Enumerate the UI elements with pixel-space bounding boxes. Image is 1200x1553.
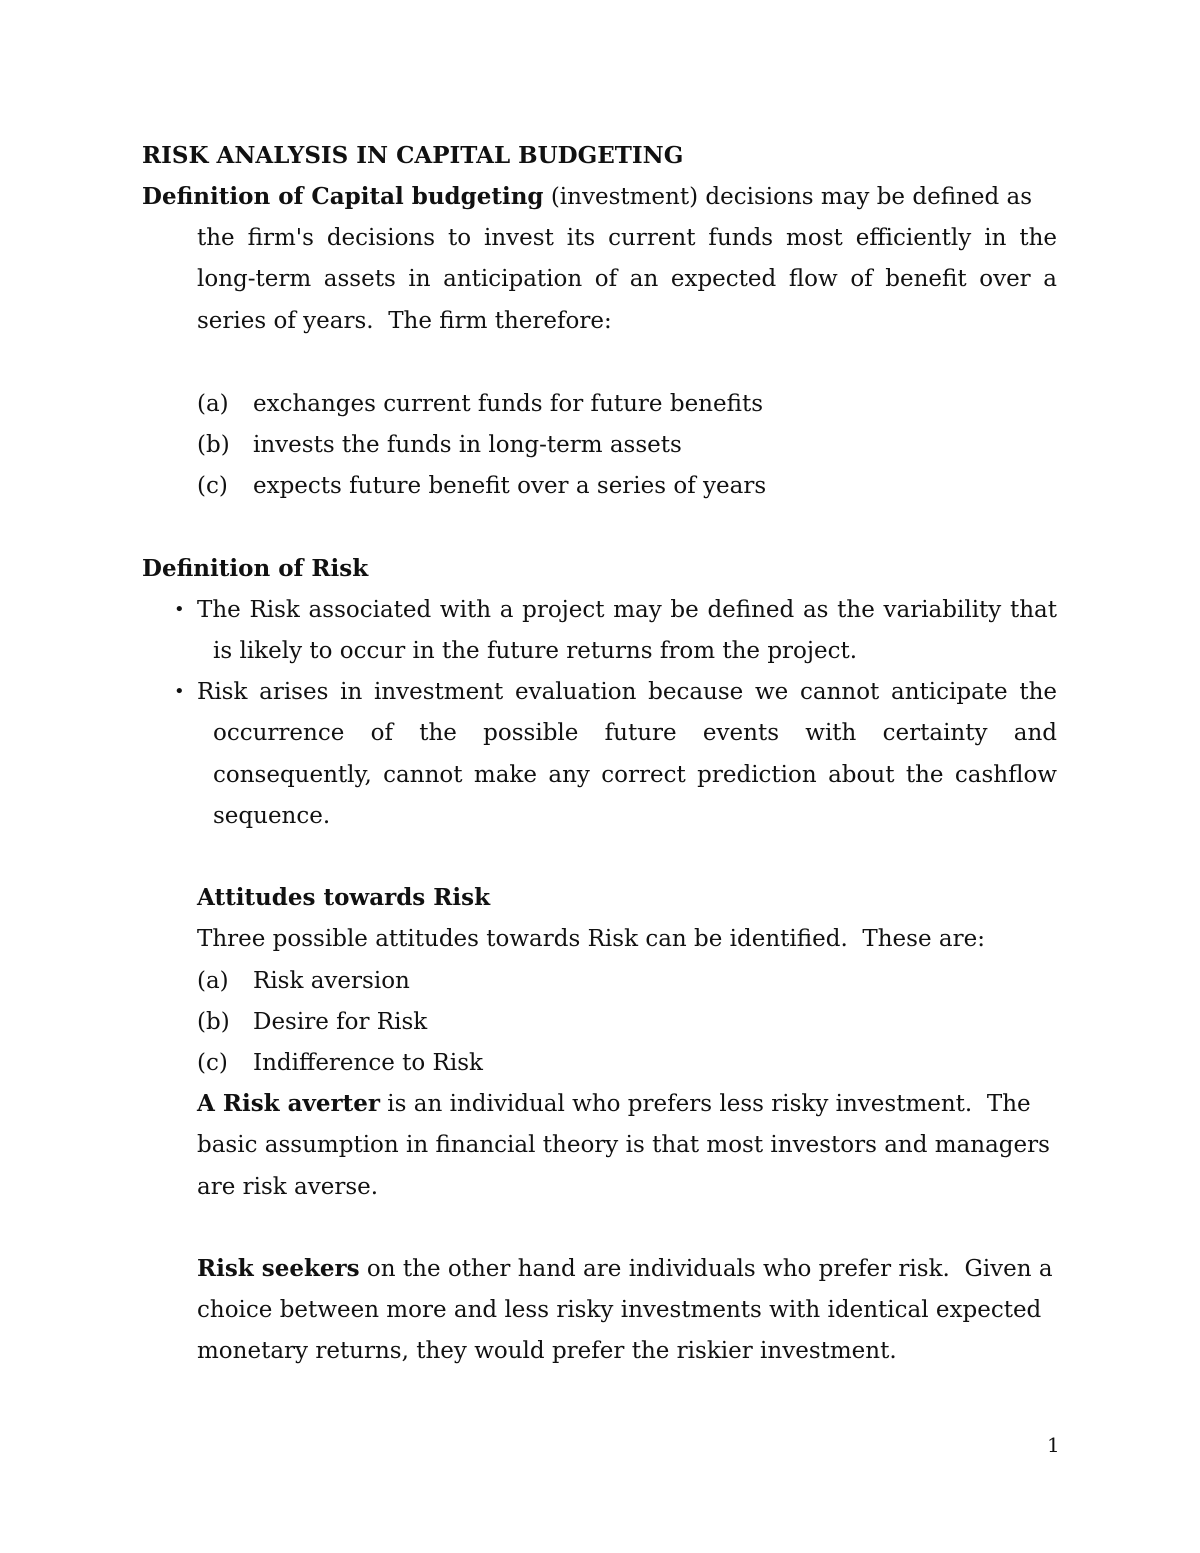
capital-budgeting-item-b-marker: (b) [197,432,230,458]
risk-bullet-2-line-2: occurrence of the possible future events with certainty and [213,720,1057,746]
risk-seekers-term: Risk seekers [197,1255,360,1282]
attitudes-item-b-text: Desire for Risk [253,1009,428,1035]
risk-averter-line-3: are risk averse. [197,1174,379,1200]
capital-budgeting-item-a-text: exchanges current funds for future benefits [253,391,763,417]
capital-budgeting-definition-line-1 [142,182,1032,212]
attitudes-item-a-marker: (a) [197,968,229,994]
attitudes-heading: Attitudes towards Risk [197,884,491,911]
capital-budgeting-item-c-marker: (c) [197,473,228,499]
attitudes-intro: Three possible attitudes towards Risk can be identified. These are: [197,926,985,952]
attitudes-item-a-text: Risk aversion [253,968,410,994]
risk-averter-term: A Risk averter [197,1090,380,1117]
risk-heading: Definition of Risk [142,555,369,582]
attitudes-item-c-marker: (c) [197,1050,228,1076]
bullet-1-icon: • [174,599,185,620]
risk-bullet-2-line-4: sequence. [213,803,331,829]
bullet-2-icon: • [174,681,185,702]
risk-bullet-2-line-3: consequently, cannot make any correct prediction about the cashflow [213,762,1057,788]
attitudes-item-b-marker: (b) [197,1009,230,1035]
capital-budgeting-term: Definition of Capital budgeting [142,183,544,210]
capital-budgeting-item-b-text: invests the funds in long-term assets [253,432,682,458]
risk-averter-line-2: basic assumption in financial theory is that most investors and managers [197,1132,1050,1158]
document-title: RISK ANALYSIS IN CAPITAL BUDGETING [142,142,684,169]
risk-averter-line-1 [197,1089,1031,1119]
risk-seekers-line-2: choice between more and less risky investments with identical expected [197,1297,1042,1323]
capital-budgeting-item-c-text: expects future benefit over a series of years [253,473,767,499]
risk-bullet-1-line-1: The Risk associated with a project may be defined as the variability that [197,597,1057,623]
capital-budgeting-line-4: series of years. The firm therefore: [197,308,612,334]
capital-budgeting-line-3: long-term assets in anticipation of an expected flow of benefit over a [197,266,1057,292]
risk-seekers-line-1 [197,1254,1053,1284]
risk-seekers-line-1-rest: on the other hand are individuals who prefer risk. Given a [359,1256,1053,1282]
page-number: 1 [1047,1433,1060,1457]
capital-budgeting-line-1-rest: (investment) decisions may be defined as [543,184,1033,210]
capital-budgeting-item-a-marker: (a) [197,391,229,417]
risk-bullet-1-line-2: is likely to occur in the future returns from the project. [213,638,858,664]
capital-budgeting-line-2: the firm's decisions to invest its current funds most efficiently in the [197,225,1057,251]
risk-seekers-line-3: monetary returns, they would prefer the riskier investment. [197,1338,897,1364]
attitudes-item-c-text: Indifference to Risk [253,1050,483,1076]
risk-averter-line-1-rest: is an individual who prefers less risky investment. The [380,1091,1031,1117]
risk-bullet-2-line-1: Risk arises in investment evaluation because we cannot anticipate the [197,679,1057,705]
